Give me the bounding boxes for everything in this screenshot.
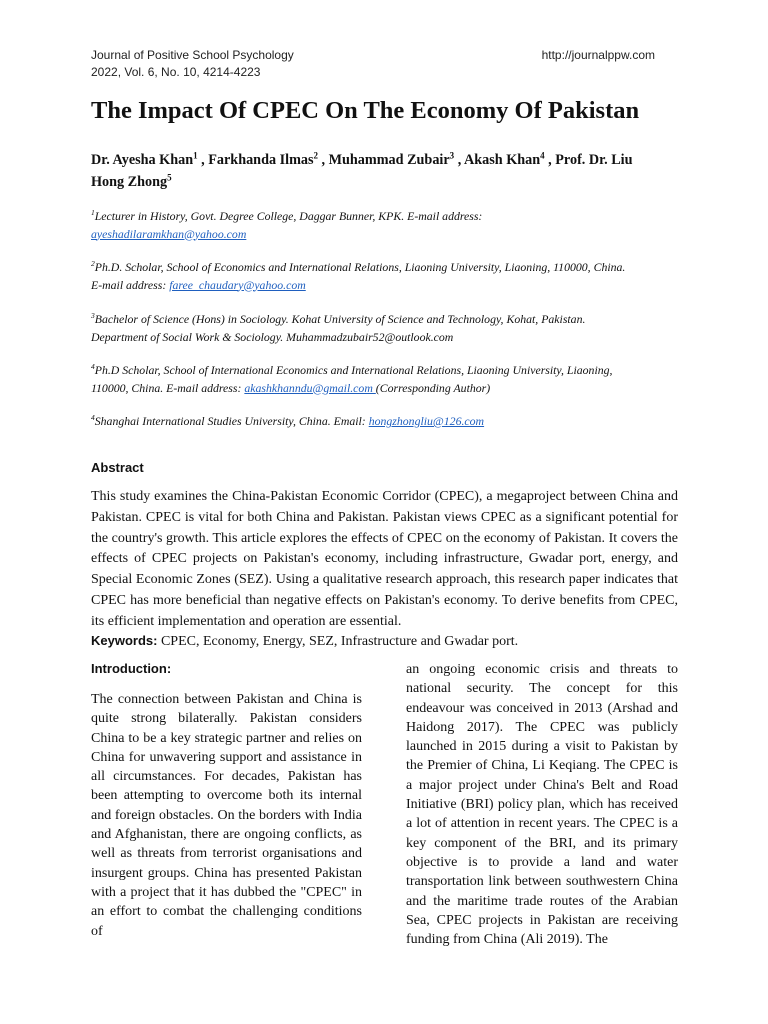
keywords-label: Keywords:	[91, 633, 158, 648]
keywords	[91, 631, 678, 652]
introduction-left-column: The connection between Pakistan and China is quite strong bilaterally. Pakistan considers China to be a key strategic partner and relies on China for unwavering support and assistance in all circumstances. For decades, Pakistan has been attempting to overcome both its internal and foreign obstacles. On the borders with India and Afghanistan, there are ongoing conflicts, as well as threats from terrorist organisations and insurgent groups. China has presented Pakistan with a project that it has dubbed the "CPEC" in an effort to combat the challenging conditions of	[91, 692, 362, 939]
journal-name: Journal of Positive School Psychology	[91, 48, 294, 62]
author-sup: 4	[540, 150, 545, 161]
affiliation-text: Department of Social Work & Sociology. Muhammadzubair52@outlook.com	[91, 329, 454, 344]
affiliation-1: $^1$Lecturer in History, Govt. Degree College, Daggar Bunner, KPK. E-mail address: ayeshadilaramkhan@yahoo.com	[91, 208, 483, 241]
affiliation-text: Bachelor of Science (Hons) in Sociology. Kohat University of Science and Technology, Kohat, Pakistan.	[94, 312, 586, 326]
keywords-text: CPEC, Economy, Energy, SEZ, Infrastructure and Gwadar port.	[160, 634, 519, 649]
paper-title: The Impact Of CPEC On The Economy Of Pakistan	[91, 97, 640, 124]
affiliation-4: $^4$Ph.D Scholar, School of International Economics and International Relations, Liaoning University, Liaoning, 110000, China. E-mail address: akashkhanndu@gmail.com (Corresponding Author)	[91, 362, 613, 395]
author-name: Muhammad Zubair	[328, 152, 450, 168]
email-link[interactable]: akashkhanndu@gmail.com	[244, 380, 376, 395]
author-sup: 2	[313, 150, 318, 161]
journal-header	[91, 47, 294, 81]
author-sup: 5	[167, 172, 172, 183]
corresponding-note: (Corresponding Author)	[375, 380, 491, 395]
author-sup: 1	[193, 150, 198, 161]
affiliation-text: Lecturer in History, Govt. Degree College, Daggar Bunner, KPK. E-mail address:	[94, 209, 483, 223]
author-name: Akash Khan	[464, 152, 541, 168]
email-link[interactable]: faree_chaudary@yahoo.com	[169, 277, 306, 292]
affiliation-text: Ph.D Scholar, School of International Economics and International Relations, Liaoning University, Liaoning,	[94, 363, 613, 377]
author-name: Farkhanda Ilmas	[208, 152, 314, 168]
affiliation-text: Shanghai International Studies University, China. Email:	[94, 414, 366, 428]
affiliation-text: 110000, China. E-mail address:	[91, 380, 242, 395]
affiliation-text: E-mail address:	[91, 277, 167, 292]
affiliation-5: $^4$Shanghai International Studies University, China. Email: hongzhongliu@126.com	[91, 413, 485, 428]
author-name-cont: Hong Zhong	[91, 174, 168, 190]
affiliation-3: $^3$Bachelor of Science (Hons) in Sociology. Kohat University of Science and Technology, Kohat, Pakistan. Department of Social Work & Sociology. Muhammadzubair52@outlook.com	[91, 311, 586, 344]
introduction-heading: Introduction:	[91, 661, 172, 676]
author-list: Dr. Ayesha Khan$^1$ , Farkhanda Ilmas$^2$ , Muhammad Zubair$^3$ , Akash Khan$^4$ , Prof. Dr. Liu Hong Zhong$^5$	[91, 150, 633, 190]
journal-issue: 2022, Vol. 6, No. 10, 4214-4223	[91, 65, 261, 79]
author-name: Dr. Ayesha Khan	[91, 152, 194, 168]
abstract-heading: Abstract	[91, 460, 144, 475]
affiliation-text: Ph.D. Scholar, School of Economics and International Relations, Liaoning University, Liaoning, 110000, China.	[94, 260, 626, 274]
author-name: Prof. Dr. Liu	[555, 152, 633, 168]
affiliation-2: $^2$Ph.D. Scholar, School of Economics and International Relations, Liaoning University, Liaoning, 110000, China. E-mail address: faree_chaudary@yahoo.com	[91, 259, 626, 292]
author-sup: 3	[449, 150, 455, 161]
email-link[interactable]: ayeshadilaramkhan@yahoo.com	[91, 226, 247, 241]
abstract-text: This study examines the China-Pakistan Economic Corridor (CPEC), a megaproject between China and Pakistan. CPEC is vital for both China and Pakistan. Pakistan views CPEC as a significant potential for the country's growth. This article explores the effects of CPEC on the economy of Pakistan. It covers the effects of CPEC projects on Pakistan's economy, including infrastructure, Gwadar port, energy, and Special Economic Zones (SEZ). Using a qualitative research approach, this research paper indicates that CPEC has more beneficial than negative effects on Pakistan's economy. To derive benefits from CPEC, its efficient implementation and operation are essential.	[91, 489, 678, 629]
email-link[interactable]: hongzhongliu@126.com	[368, 414, 485, 428]
journal-url[interactable]: http://journalppw.com	[541, 48, 655, 62]
introduction-right-column: an ongoing economic crisis and threats to national security. The concept for this endeavour was conceived in 2013 (Arshad and Haidong 2017). The CPEC was publicly launched in 2015 during a visit to Pakistan by the Premier of China, Li Keqiang. The CPEC is a major project under China's Belt and Road Initiative (BRI) policy plan, which has received a lot of attention in recent years. The CPEC is a key component of the BRI, and its primary objective is to provide a land and water transportation link between southwestern China and the maritime trade routes of the Arabian Sea, CPEC projects in Pakistan are receiving funding from China (Ali 2019). The	[406, 662, 678, 948]
